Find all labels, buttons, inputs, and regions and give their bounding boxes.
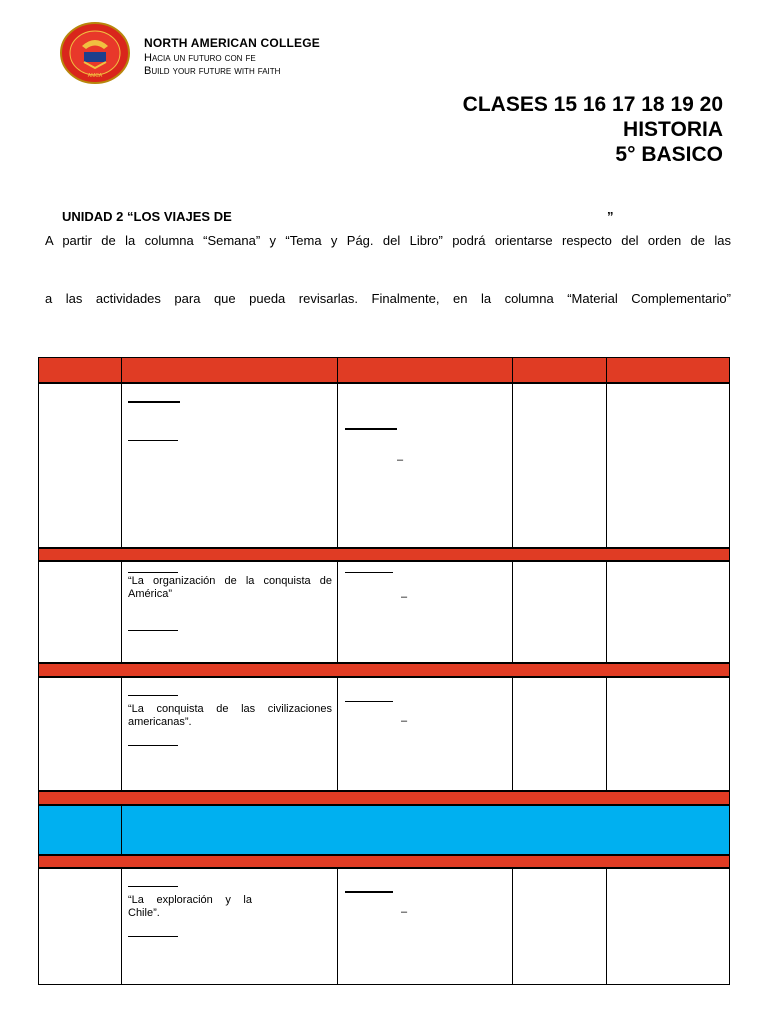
table-separator	[38, 791, 730, 805]
table-row	[38, 868, 730, 985]
school-logo	[60, 22, 130, 84]
row-topic: “La organización de la conquista de América”	[128, 575, 332, 600]
title-subject: HISTORIA	[623, 118, 723, 141]
row-dash: –	[401, 715, 408, 727]
table-separator	[38, 663, 730, 677]
unit-heading-close-quote: ”	[607, 209, 614, 224]
row-dash: –	[397, 454, 404, 466]
table-row	[38, 677, 730, 791]
row-dash: –	[401, 906, 408, 918]
svg-text:AMCA: AMCA	[87, 73, 103, 79]
table-row	[38, 561, 730, 663]
motto-english: Build your future with faith	[144, 65, 281, 77]
paragraph-line-1: A partir de la columna “Semana” y “Tema y Pág. del Libro” podrá orientarse respecto del orden de las	[45, 233, 731, 248]
highlight-band	[38, 805, 730, 855]
table-separator	[38, 548, 730, 561]
table-header-row	[38, 357, 730, 383]
title-grade: 5° BASICO	[615, 143, 723, 166]
row-topic: “La conquista de las civilizaciones americanas”.	[128, 703, 332, 728]
table-row	[38, 383, 730, 548]
school-name: NORTH AMERICAN COLLEGE	[144, 36, 320, 50]
table-separator	[38, 855, 730, 868]
row-topic: “La exploración y la Chile”.	[128, 894, 252, 919]
row-dash: –	[401, 591, 408, 603]
unit-heading: UNIDAD 2 “LOS VIAJES DE	[62, 209, 232, 224]
title-classes: CLASES 15 16 17 18 19 20	[462, 93, 723, 116]
paragraph-line-2: a las actividades para que pueda revisarlas. Finalmente, en la columna “Material Complementario”	[45, 291, 731, 306]
motto-spanish: Hacia un futuro con fe	[144, 52, 256, 64]
